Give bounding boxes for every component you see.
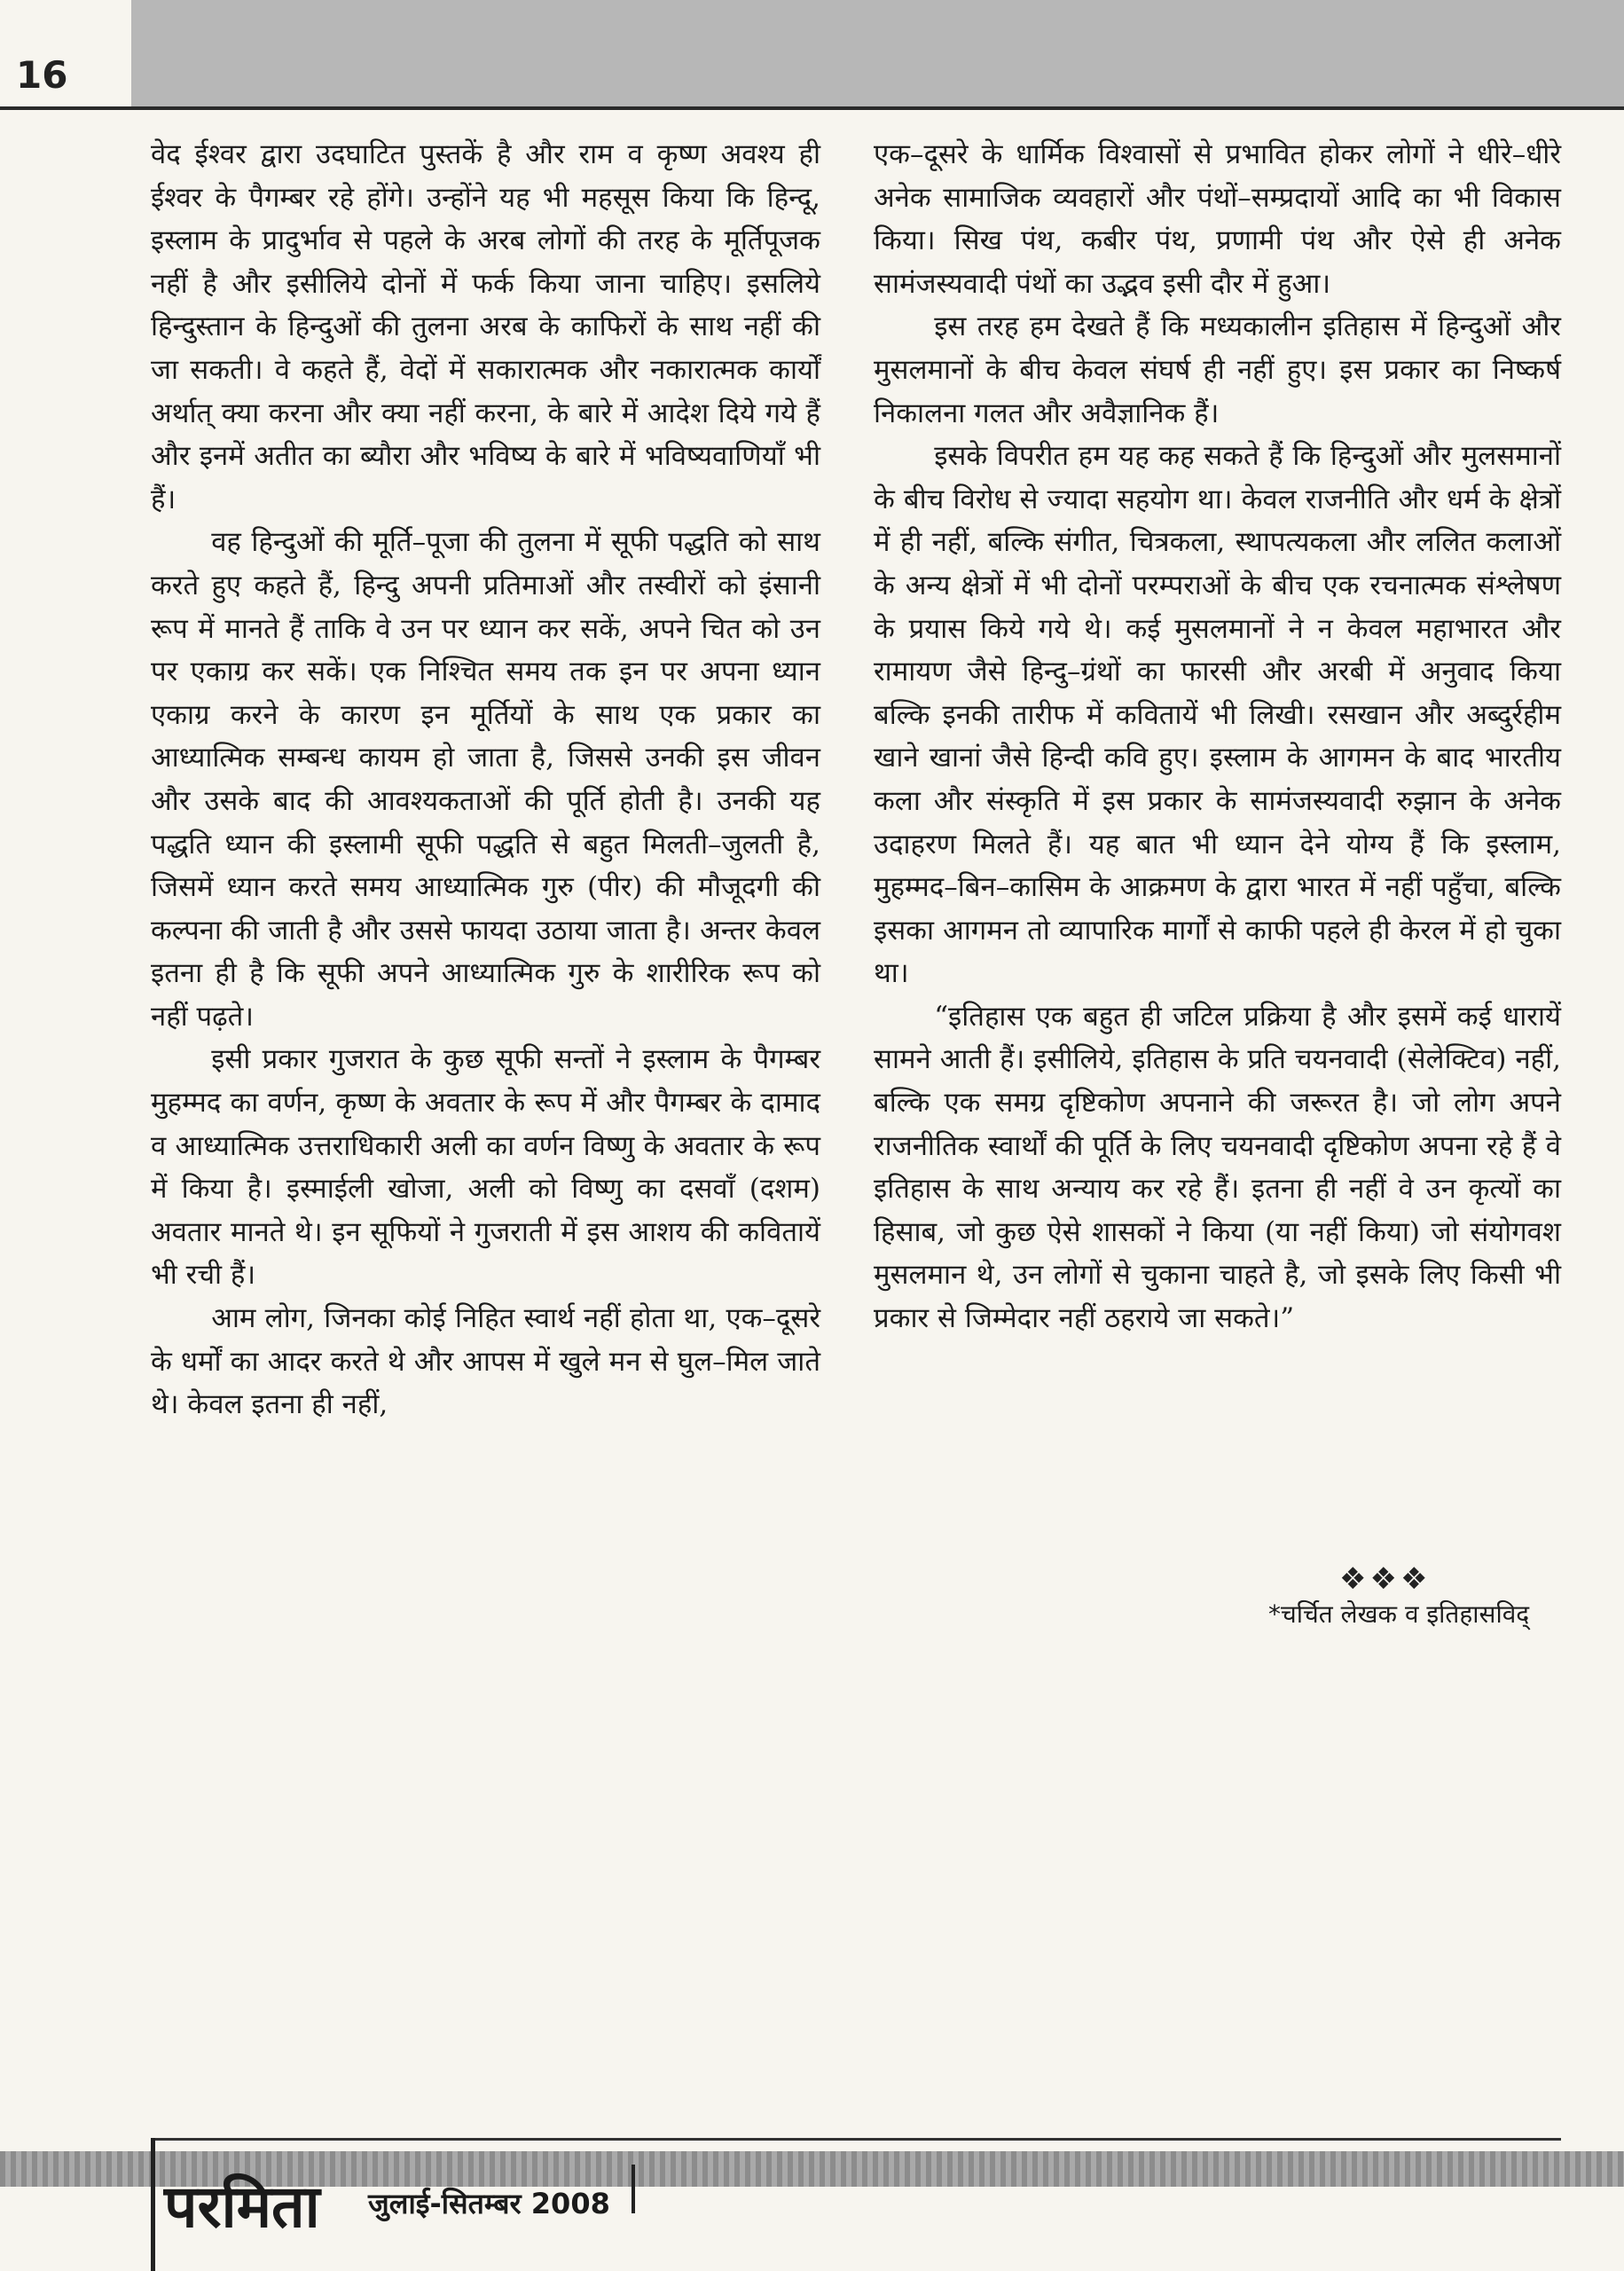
page-number: 16: [16, 53, 68, 97]
footer-divider-left: [151, 2138, 155, 2271]
right-paragraph-2: इस तरह हम देखते हैं कि मध्यकालीन इतिहास में हिन्दुओं और मुसलमानों के बीच केवल संघर्ष ही नहीं हुए। इस प्रकार का निष्कर्ष निकालना गलत और अवैज्ञानिक हैं।: [874, 310, 1561, 429]
right-paragraph-1: एक–दूसरे के धार्मिक विश्वासों से प्रभावित होकर लोगों ने धीरे–धीरे अनेक सामाजिक व्यवहारों और पंथों–सम्प्रदायों आदि का भी विकास किया। सिख पंथ, कबीर पंथ, प्रणामी पंथ और ऐसे ही अनेक सामंजस्यवादी पंथों का उद्भव इसी दौर में हुआ।: [874, 138, 1561, 300]
right-paragraph-3: इसके विपरीत हम यह कह सकते हैं कि हिन्दुओं और मुलसमानों के बीच विरोध से ज्यादा सहयोग था। केवल राजनीति और धर्म के क्षेत्रों में ही नहीं, बल्कि संगीत, चित्रकला, स्थापत्यकला और ललित कलाओं के अन्य क्षेत्रों में भी दोनों परम्पराओं के बीच एक रचनात्मक संश्लेषण के प्रयास किये गये थे। कई मुसलमानों ने न केवल महाभारत और रामायण जैसे हिन्दु–ग्रंथों का फारसी और अरबी में अनुवाद किया बल्कि इनकी तारीफ में कवितायें भी लिखी। रसखान और अब्दुर्रहीम खाने खानां जैसे हिन्दी कवि हुए। इस्लाम के आगमन के बाद भारतीय कला और संस्कृति में इस प्रकार के सामंजस्यवादी रुझान के अनेक उदाहरण मिलते हैं। यह बात भी ध्यान देने योग्य हैं कि इस्लाम, मुहम्मद–बिन–कासिम के आक्रमण के द्वारा भारत में नहीं पहुँचा, बल्कि इसका आगमन तो व्यापारिक मार्गों से काफी पहले ही केरल में हो चुका था।: [874, 440, 1561, 990]
header-band: [0, 0, 1624, 106]
author-note: *चर्चित लेखक व इतिहासविद्: [1268, 1599, 1530, 1629]
left-column: [151, 133, 820, 1426]
right-column: [874, 133, 1561, 1340]
header-rule: [0, 106, 1624, 110]
left-paragraph-1: वेद ईश्वर द्वारा उदघाटित पुस्तकें है और राम व कृष्ण अवश्य ही ईश्वर के पैगम्बर रहे होंगे। उन्होंने यह भी महसूस किया कि हिन्दू, इस्लाम के प्रादुर्भाव से पहले के अरब लोगों की तरह के मूर्तिपूजक नहीं है और इसीलिये दोनों में फर्क किया जाना चाहिए। इसलिये हिन्दुस्तान के हिन्दुओं की तुलना अरब के काफिरों के साथ नहीं की जा सकती। वे कहते हैं, वेदों में सकारात्मक और नकारात्मक कार्यों अर्थात् क्या करना और क्या नहीं करना, के बारे में आदेश दिये गये हैं और इनमें अतीत का ब्यौरा और भविष्य के बारे में भविष्यवाणियाँ भी हैं।: [151, 138, 820, 515]
footer-divider-right: [632, 2165, 635, 2213]
issue-date: जुलाई-सितम्बर 2008: [368, 2187, 610, 2220]
left-paragraph-3: इसी प्रकार गुजरात के कुछ सूफी सन्तों ने इस्लाम के पैगम्बर मुहम्मद का वर्णन, कृष्ण के अवतार के रूप में और पैगम्बर के दामाद व आध्यात्मिक उत्तराधिकारी अली का वर्णन विष्णु के अवतार के रूप में किया है। इस्माईली खोजा, अली को विष्णु का दसवाँ (दशम) अवतार मानते थे। इन सूफियों ने गुजराती में इस आशय की कवितायें भी रची हैं।: [151, 1043, 820, 1292]
left-paragraph-4: आम लोग, जिनका कोई निहित स्वार्थ नहीं होता था, एक–दूसरे के धर्मों का आदर करते थे और आपस में खुले मन से घुल–मिल जाते थे। केवल इतना ही नहीं,: [151, 1302, 820, 1421]
right-paragraph-4: “इतिहास एक बहुत ही जटिल प्रक्रिया है और इसमें कई धारायें सामने आती हैं। इसीलिये, इतिहास के प्रति चयनवादी (सेलेक्टिव) नहीं, बल्कि एक समग्र दृष्टिकोण अपनाने की जरूरत है। जो लोग अपने राजनीतिक स्वार्थों की पूर्ति के लिए चयनवादी दृष्टिकोण अपना रहे हैं वे इतिहास के साथ अन्याय कर रहे हैं। इतना ही नहीं वे उन कृत्यों का हिसाब, जो कुछ ऐसे शासकों ने किया (या नहीं किया) जो संयोगवश मुसलमान थे, उन लोगों से चुकाना चाहते है, जो इसके लिए किसी भी प्रकार से जिम्मेदार नहीं ठहराये जा सकते।”: [874, 1000, 1561, 1335]
ornament-diamonds: ❖❖❖: [1339, 1561, 1432, 1597]
magazine-name: परमिता: [164, 2173, 320, 2241]
footer-rule: [151, 2138, 1561, 2141]
left-paragraph-2: वह हिन्दुओं की मूर्ति–पूजा की तुलना में सूफी पद्धति को साथ करते हुए कहते हैं, हिन्दु अपनी प्रतिमाओं और तस्वीरों को इंसानी रूप में मानते हैं ताकि वे उन पर ध्यान कर सकें, अपने चित को उन पर एकाग्र कर सकें। एक निश्चित समय तक इन पर अपना ध्यान एकाग्र करने के कारण इन मूर्तियों के साथ एक प्रकार का आध्यात्मिक सम्बन्ध कायम हो जाता है, जिससे उनकी इस जीवन और उसके बाद की आवश्यकताओं की पूर्ति होती है। उनकी यह पद्धति ध्यान की इस्लामी सूफी पद्धति से बहुत मिलती–जुलती है, जिसमें ध्यान करते समय आध्यात्मिक गुरु (पीर) की मौजूदगी की कल्पना की जाती है और उससे फायदा उठाया जाता है। अन्तर केवल इतना ही है कि सूफी अपने आध्यात्मिक गुरु के शारीरिक रूप को नहीं पढ़ते।: [151, 526, 820, 1033]
